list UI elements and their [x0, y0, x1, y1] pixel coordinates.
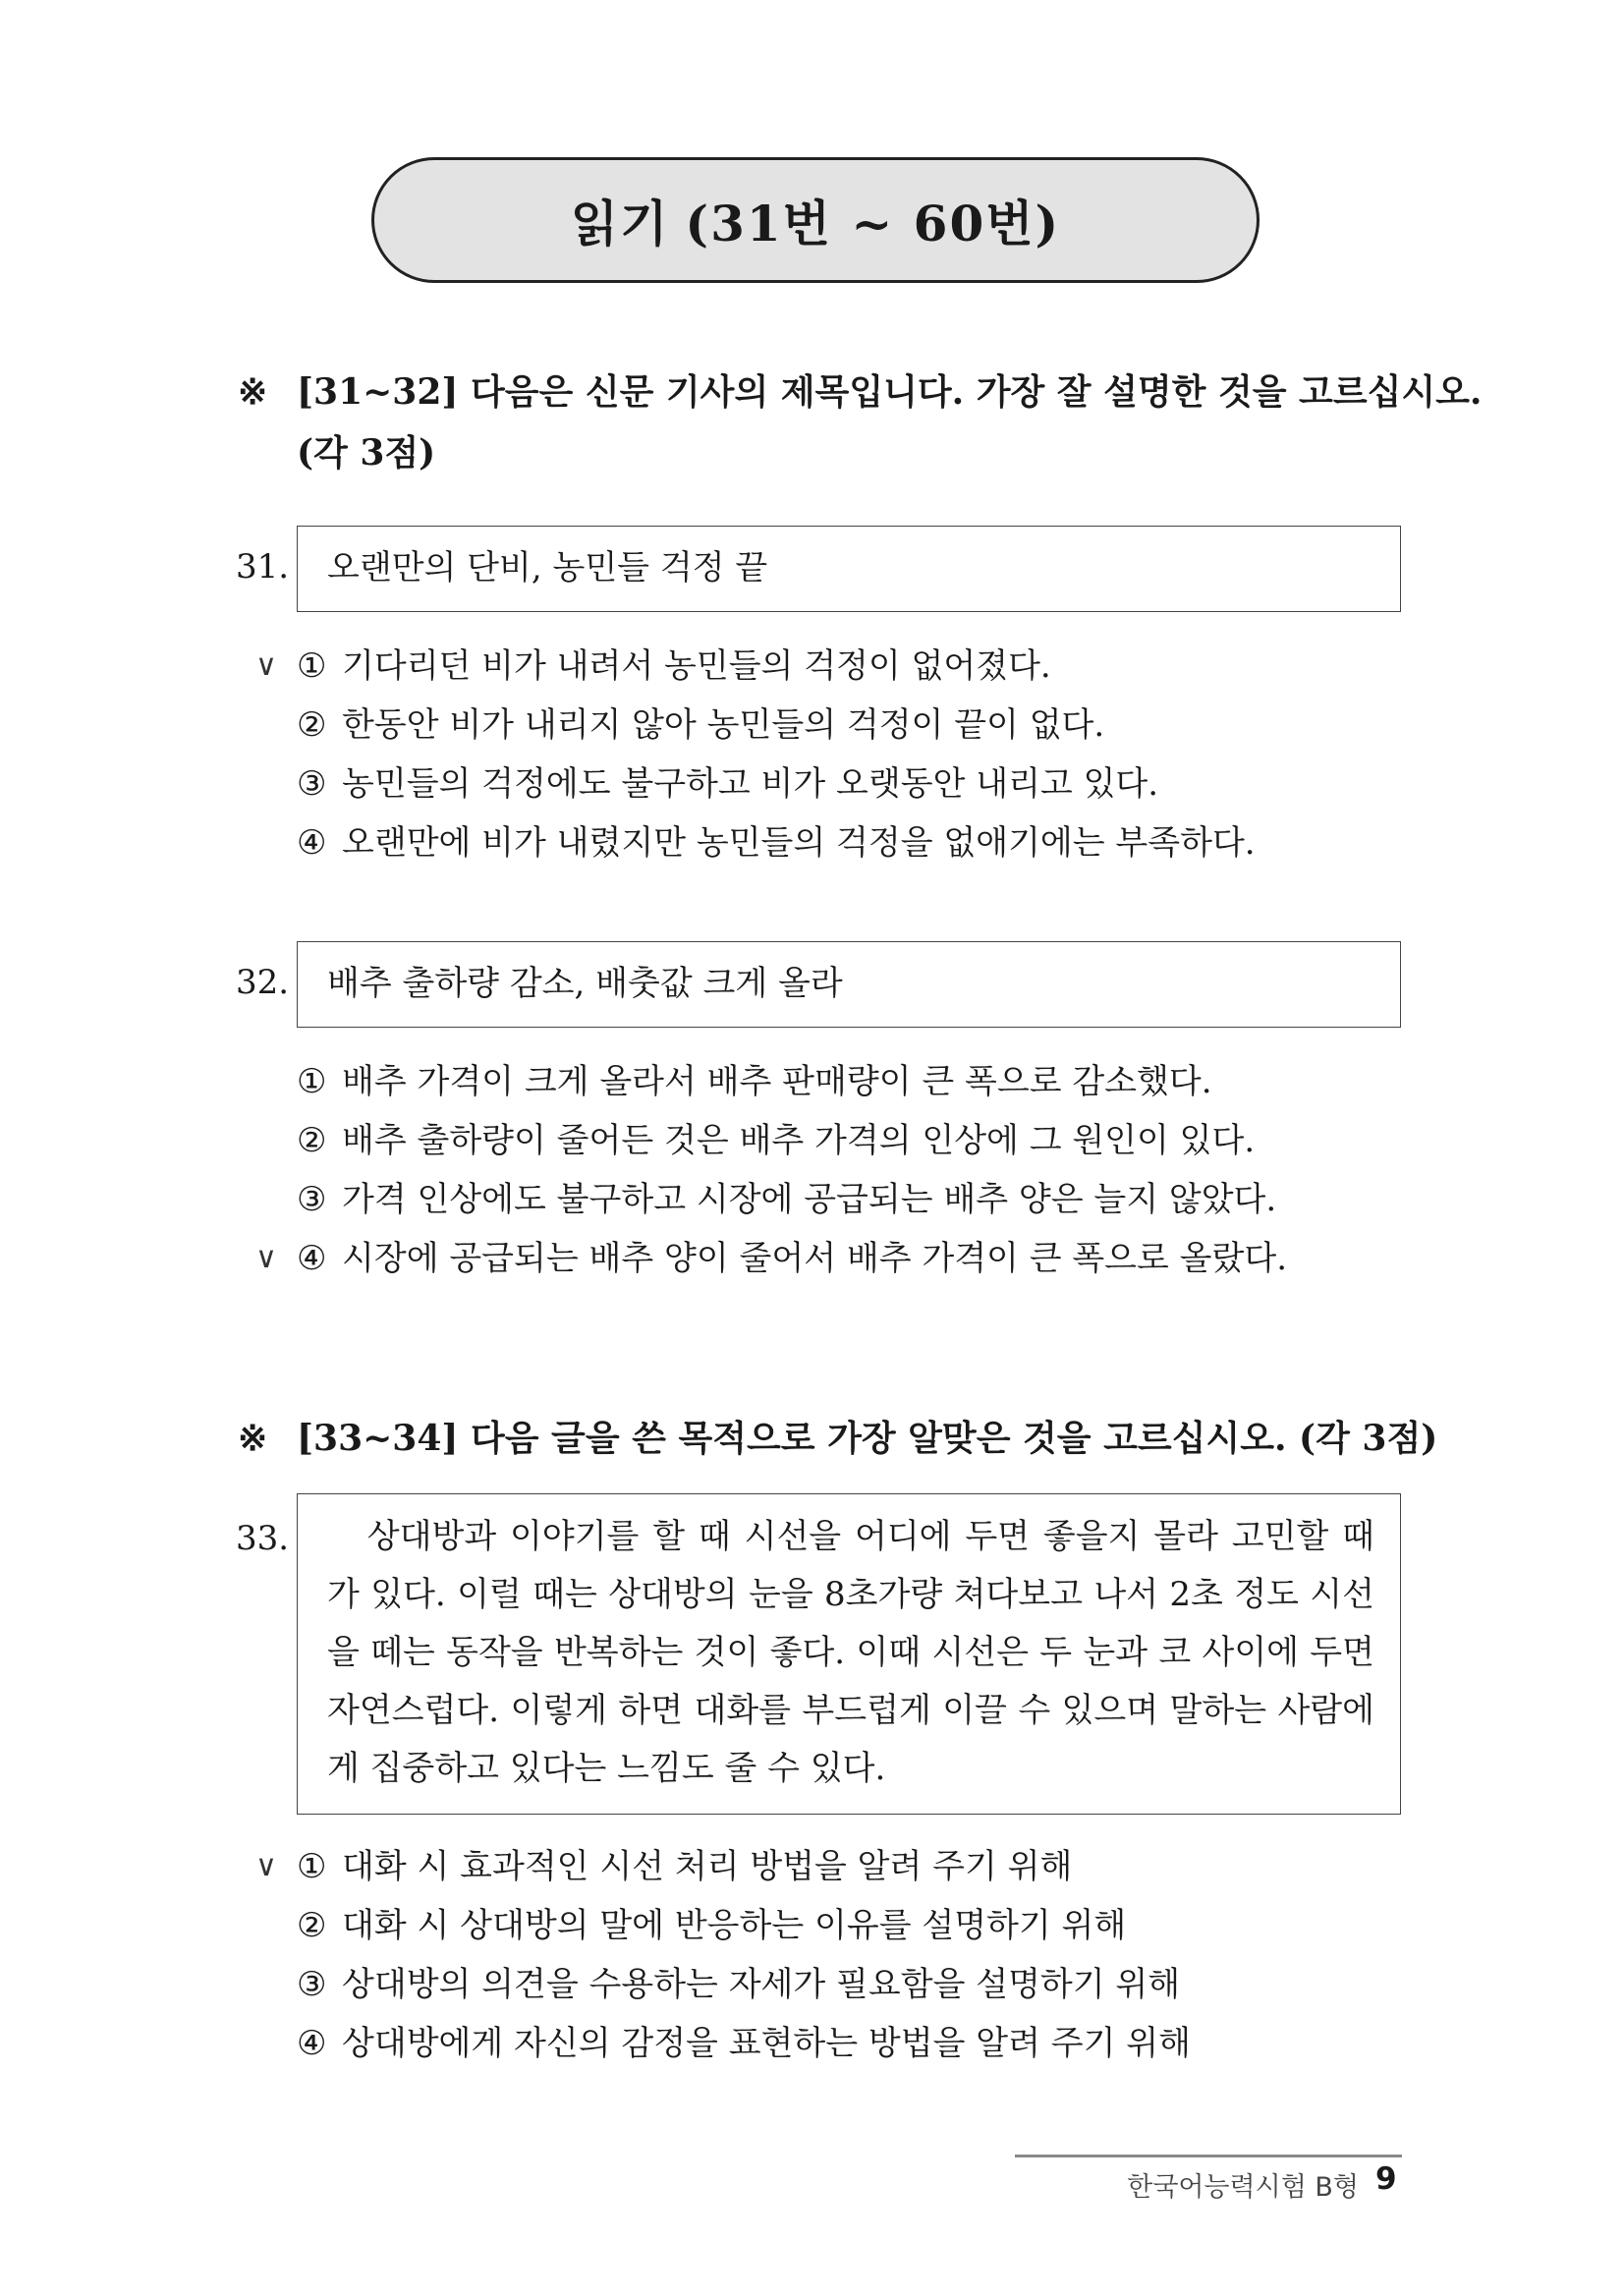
option-text: 시장에 공급되는 배추 양이 줄어서 배추 가격이 큰 폭으로 올랐다.	[342, 1239, 1288, 1278]
question-33-passage-box	[297, 1493, 1401, 1815]
reference-mark: ※	[238, 371, 268, 413]
instruction-31-32	[238, 362, 1482, 483]
question-31-options	[255, 637, 1256, 872]
option-number: ④	[297, 2024, 327, 2063]
question-32-option-4[interactable]	[255, 1229, 1288, 1288]
option-number: ④	[297, 823, 327, 863]
option-text: 가격 인상에도 불구하고 시장에 공급되는 배추 양은 늘지 않았다.	[342, 1180, 1277, 1219]
question-32-option-1[interactable]	[297, 1052, 1287, 1111]
option-number: ①	[297, 1847, 327, 1886]
option-text: 배추 가격이 크게 올라서 배추 판매량이 큰 폭으로 감소했다.	[342, 1062, 1212, 1101]
option-text: 한동안 비가 내리지 않아 농민들의 걱정이 끝이 없다.	[342, 705, 1105, 745]
option-number: ①	[297, 646, 327, 686]
question-31-option-2[interactable]	[297, 696, 1256, 755]
option-number: ②	[297, 705, 327, 745]
check-mark-icon: ∨	[255, 1849, 277, 1883]
question-31-prompt: 오랜만의 단비, 농민들 걱정 끝	[327, 548, 768, 588]
option-number: ①	[297, 1062, 327, 1101]
instruction-text: [33~34] 다음 글을 쓴 목적으로 가장 알맞은 것을 고르십시오. (각 3점)	[297, 1418, 1438, 1459]
question-31-prompt-box	[297, 526, 1401, 612]
question-33-option-1[interactable]	[255, 1837, 1191, 1896]
question-33-option-2[interactable]	[297, 1896, 1191, 1955]
option-text: 오랜만에 비가 내렸지만 농민들의 걱정을 없애기에는 부족하다.	[342, 823, 1256, 863]
question-33-passage: 상대방과 이야기를 할 때 시선을 어디에 두면 좋을지 몰라 고민할 때가 있다. 이럴 때는 상대방의 눈을 8초가량 쳐다보고 나서 2초 정도 시선을 떼는 동작을 반복하는 것이 좋다. 이때 시선은 두 눈과 코 사이에 두면 자연스럽다. 이렇게 하면 대화를 부드럽게 이끌 수 있으며 말하는 사람에게 집중하고 있다는 느낌도 줄 수 있다.	[327, 1517, 1374, 1788]
footer-exam-name: 한국어능력시험 B형	[1127, 2172, 1359, 2203]
question-number-31: 31.	[236, 547, 290, 587]
question-33-option-4[interactable]	[297, 2014, 1191, 2073]
footer-divider	[1015, 2155, 1402, 2157]
option-number: ③	[297, 1965, 327, 2004]
question-number-32: 32.	[236, 963, 290, 1002]
question-32-prompt: 배추 출하량 감소, 배춧값 크게 올라	[327, 964, 843, 1003]
question-31-option-1[interactable]	[255, 637, 1256, 696]
question-number-33: 33.	[236, 1519, 290, 1558]
option-number: ③	[297, 1180, 327, 1219]
question-32-options	[255, 1052, 1288, 1288]
option-text: 농민들의 걱정에도 불구하고 비가 오랫동안 내리고 있다.	[342, 764, 1159, 804]
option-number: ④	[297, 1239, 327, 1278]
option-text: 기다리던 비가 내려서 농민들의 걱정이 없어졌다.	[342, 646, 1051, 686]
question-31-option-4[interactable]	[297, 813, 1256, 872]
instruction-points: (각 3점)	[297, 432, 436, 474]
check-mark-icon: ∨	[255, 648, 277, 683]
question-32-option-2[interactable]	[297, 1111, 1287, 1170]
section-title	[371, 157, 1260, 283]
question-31-option-3[interactable]	[297, 755, 1256, 813]
option-text: 대화 시 상대방의 말에 반응하는 이유를 설명하기 위해	[342, 1906, 1127, 1945]
instruction-text: [31~32] 다음은 신문 기사의 제목입니다. 가장 잘 설명한 것을 고르십시오.	[297, 371, 1483, 413]
question-33-options	[255, 1837, 1191, 2073]
page-number: 9	[1375, 2161, 1397, 2197]
option-text: 상대방에게 자신의 감정을 표현하는 방법을 알려 주기 위해	[342, 2024, 1191, 2063]
question-33-option-3[interactable]	[297, 1955, 1191, 2014]
option-text: 대화 시 효과적인 시선 처리 방법을 알려 주기 위해	[342, 1847, 1073, 1886]
option-number: ②	[297, 1121, 327, 1160]
option-text: 상대방의 의견을 수용하는 자세가 필요함을 설명하기 위해	[342, 1965, 1181, 2004]
instruction-33-34	[238, 1408, 1437, 1469]
section-title-main: 읽기	[570, 196, 670, 252]
section-title-range: (31번 ~ 60번)	[685, 195, 1061, 252]
question-32-option-3[interactable]	[297, 1170, 1287, 1229]
check-mark-icon: ∨	[255, 1241, 277, 1275]
reference-mark: ※	[238, 1418, 268, 1459]
option-number: ②	[297, 1906, 327, 1945]
option-number: ③	[297, 764, 327, 804]
option-text: 배추 출하량이 줄어든 것은 배추 가격의 인상에 그 원인이 있다.	[342, 1121, 1256, 1160]
question-32-prompt-box	[297, 941, 1401, 1028]
